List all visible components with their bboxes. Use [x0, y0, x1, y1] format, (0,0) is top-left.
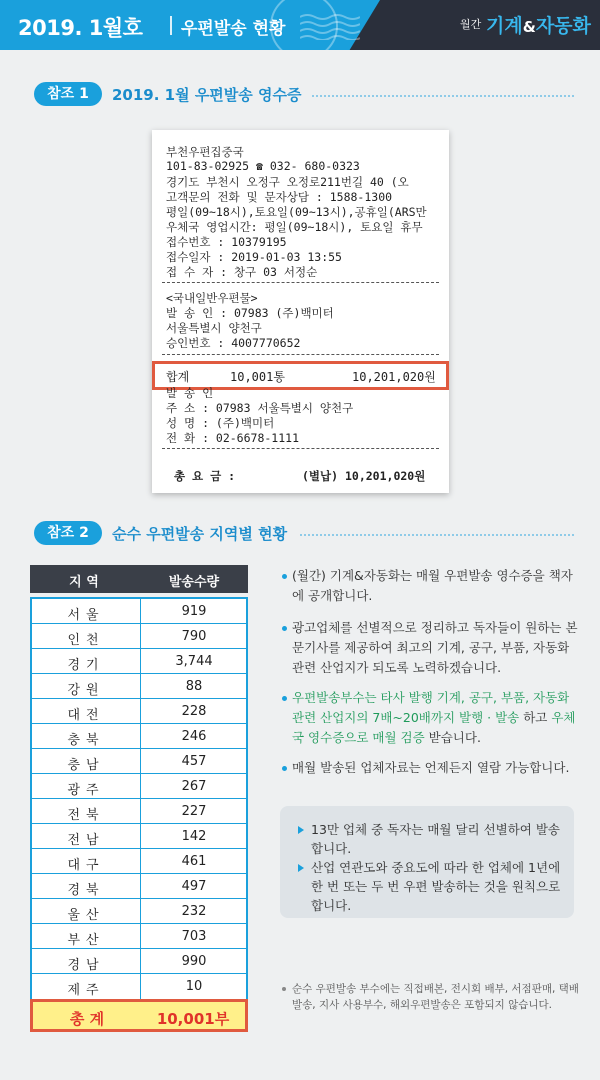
receipt-fee-label: 총 요 금 :	[174, 469, 236, 483]
receipt-total-count: 10,001통	[230, 370, 285, 384]
region-table-total-row	[30, 999, 248, 1032]
column-divider	[140, 674, 141, 699]
column-divider	[140, 924, 141, 949]
postal-receipt	[152, 130, 449, 493]
page-header	[0, 0, 600, 50]
section1-dotted-rule	[312, 95, 574, 97]
region-cell: 경남	[67, 958, 105, 973]
bullet-dot-icon	[282, 766, 287, 771]
table-row	[32, 924, 246, 949]
count-cell: 10	[185, 979, 203, 994]
bullet-plain-text: 하고	[519, 710, 552, 725]
count-cell: 703	[181, 929, 207, 944]
region-cell: 부산	[67, 933, 105, 948]
section2-title: 순수 우편발송 지역별 현황	[112, 525, 288, 543]
region-cell: 광주	[67, 783, 105, 798]
column-divider	[140, 724, 141, 749]
footnote-text: 순수 우편발송 부수에는 직접배본, 전시회 배부, 서점판매, 택배발송, 지사 사용부수, 해외우편발송은 포함되지 않습니다.	[292, 983, 579, 1011]
column-divider	[140, 699, 141, 724]
count-cell: 457	[181, 754, 207, 769]
count-cell: 246	[181, 729, 207, 744]
column-divider	[140, 799, 141, 824]
count-cell: 790	[181, 629, 207, 644]
table-row	[32, 649, 246, 674]
table-row	[32, 724, 246, 749]
column-divider	[140, 849, 141, 874]
bullet-dot-icon	[282, 574, 287, 579]
header-subject: 우편발송 현황	[181, 19, 286, 39]
region-cell: 전북	[67, 808, 105, 823]
magazine-prefix: 월간	[460, 18, 482, 31]
bullet-dot-icon	[282, 626, 287, 631]
total-label: 총 계	[69, 1010, 105, 1028]
table-row	[32, 849, 246, 874]
column-divider	[140, 949, 141, 974]
region-cell: 울산	[67, 908, 105, 923]
total-value: 10,001부	[156, 1010, 230, 1028]
region-cell: 서울	[67, 608, 105, 623]
section1-badge: 참조 1	[34, 82, 102, 106]
table-row	[32, 674, 246, 699]
column-divider	[140, 899, 141, 924]
receipt-line: 접 수 자 : 창구 03 서정순	[166, 265, 318, 279]
receipt-line: 우체국 영업시간: 평일(09~18시), 토요일 휴무	[166, 220, 423, 234]
receipt-line: 접수일자 : 2019-01-03 13:55	[166, 250, 342, 264]
bullet-text: 매월 발송된 업체자료는 언제든지 열람 가능합니다.	[292, 760, 570, 775]
bullet-green-text: 우편발송부수는 타사 발행 기계, 공구, 부품, 자동화 관련 산업지의 7배~20배까지 발행 · 발송	[292, 690, 570, 725]
section1-title: 2019. 1월 우편발송 영수증	[112, 86, 302, 104]
count-cell: 3,744	[175, 654, 213, 669]
footnote-dot-icon	[282, 987, 286, 991]
receipt-line: 서울특별시 양천구	[166, 321, 262, 335]
receipt-total-amount: 10,201,020원	[352, 370, 436, 384]
bullet-text: 광고업체를 선별적으로 정리하고 독자들이 원하는 본문기사를 제공하여 최고의 기계, 공구, 부품, 자동화 관련 산업지가 되도록 노력하겠습니다.	[292, 620, 578, 675]
note-box	[280, 806, 574, 918]
section2-dotted-rule	[300, 534, 574, 536]
receipt-line: 성 명 : (주)백미터	[166, 416, 275, 430]
postmark-waves-icon	[300, 12, 360, 40]
magazine-name-a: 기계	[486, 15, 523, 37]
column-divider	[140, 774, 141, 799]
count-cell: 227	[181, 804, 207, 819]
bullet-text: (월간) 기계&자동화는 매월 우편발송 영수증을 책자에 공개합니다.	[292, 568, 573, 603]
section2-badge: 참조 2	[34, 521, 102, 545]
receipt-line: 발 송 인 : 07983 (주)백미터	[166, 306, 334, 320]
bullet-green-text: 우체국 영수증으로 매월 검증	[292, 710, 576, 745]
region-cell: 전남	[67, 833, 105, 848]
bullet-text	[292, 688, 582, 748]
region-cell: 대전	[67, 708, 105, 723]
region-cell: 경기	[67, 658, 105, 673]
magazine-name-b: 자동화	[535, 15, 591, 37]
region-cell: 강원	[67, 683, 105, 698]
count-cell: 267	[181, 779, 207, 794]
receipt-line: 부천우편집중국	[166, 145, 244, 159]
col-region-header: 지 역	[69, 575, 99, 590]
count-cell: 497	[181, 879, 207, 894]
table-row	[32, 624, 246, 649]
note-text: 13만 업체 중 독자는 매월 달리 선별하여 발송합니다.	[311, 822, 560, 856]
table-row	[32, 749, 246, 774]
region-cell: 인천	[67, 633, 105, 648]
table-row	[32, 774, 246, 799]
region-cell: 충남	[67, 758, 105, 773]
issue-title: 2019. 1월호	[18, 16, 143, 40]
column-divider	[140, 624, 141, 649]
count-cell: 919	[181, 604, 207, 619]
triangle-bullet-icon	[298, 864, 304, 872]
note-text: 산업 연관도와 중요도에 따라 한 업체에 1년에 한 번 또는 두 번 우편 발송하는 것을 원칙으로 합니다.	[311, 860, 561, 913]
count-cell: 228	[181, 704, 207, 719]
region-cell: 제주	[67, 983, 105, 998]
column-divider	[140, 649, 141, 674]
column-divider	[140, 874, 141, 899]
column-divider	[140, 824, 141, 849]
receipt-divider	[162, 448, 439, 449]
receipt-line: 101-83-02925 ☎ 032- 680-0323	[166, 159, 360, 173]
table-row	[32, 974, 246, 999]
region-table	[30, 597, 248, 1001]
triangle-bullet-icon	[298, 826, 304, 834]
receipt-line: 경기도 부천시 오정구 오정로211번길 40 (오	[166, 175, 409, 189]
table-row	[32, 949, 246, 974]
table-row	[32, 799, 246, 824]
region-cell: 경북	[67, 883, 105, 898]
magazine-amp: &	[522, 18, 536, 36]
receipt-fee-value: (별납) 10,201,020원	[302, 469, 426, 483]
receipt-line: 평일(09~18시),토요일(09~13시),공휴일(ARS만	[166, 205, 427, 219]
table-row	[32, 899, 246, 924]
count-cell: 232	[181, 904, 207, 919]
region-cell: 충북	[67, 733, 105, 748]
column-divider	[140, 974, 141, 999]
bullet-dot-icon	[282, 696, 287, 701]
magazine-logo	[486, 11, 591, 38]
receipt-line: 승인번호 : 4007770652	[166, 336, 301, 350]
table-row	[32, 824, 246, 849]
receipt-line: 발 송 인	[166, 386, 214, 400]
column-divider	[140, 599, 141, 624]
receipt-line: <국내일반우편물>	[166, 291, 258, 305]
bullet-plain-text: 받습니다.	[424, 730, 481, 745]
column-divider	[140, 749, 141, 774]
col-count-header: 발송수량	[168, 575, 220, 590]
region-table-header	[30, 565, 248, 593]
receipt-total-label: 합계	[166, 370, 190, 384]
table-row	[32, 699, 246, 724]
region-cell: 대구	[67, 858, 105, 873]
receipt-line: 주 소 : 07983 서울특별시 양천구	[166, 401, 354, 415]
count-cell: 461	[181, 854, 207, 869]
table-row	[32, 599, 246, 624]
count-cell: 142	[181, 829, 207, 844]
count-cell: 990	[181, 954, 207, 969]
table-row	[32, 874, 246, 899]
receipt-line: 전 화 : 02-6678-1111	[166, 431, 299, 445]
receipt-divider	[162, 354, 439, 355]
receipt-line: 접수번호 : 10379195	[166, 235, 287, 249]
count-cell: 88	[185, 679, 203, 694]
receipt-line: 고객문의 전화 및 문자상담 : 1588-1300	[166, 190, 393, 204]
receipt-divider	[162, 282, 439, 283]
header-divider	[170, 16, 172, 35]
